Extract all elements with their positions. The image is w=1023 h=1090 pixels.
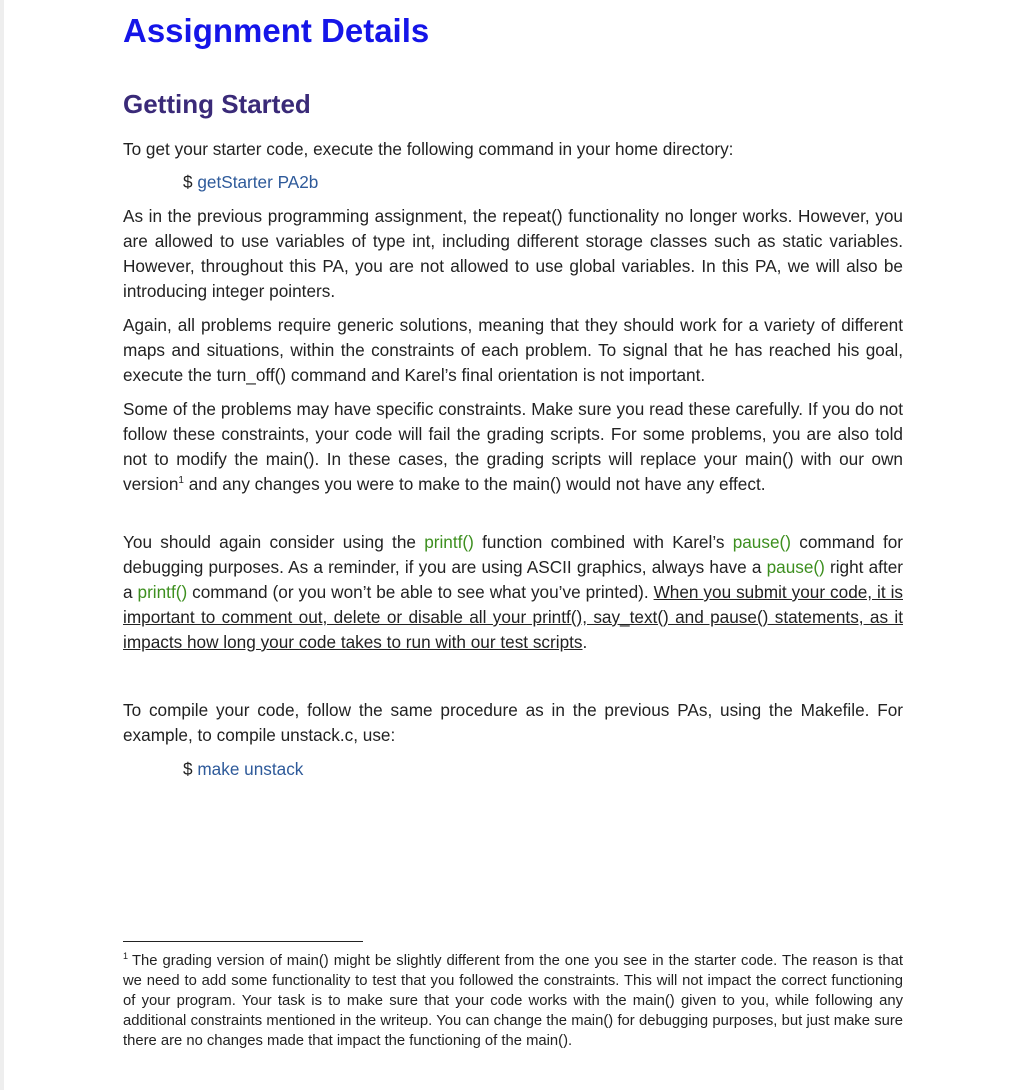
footnote-reference: 1 [178,475,184,486]
command-prompt: $ [183,172,193,192]
paragraph-constraints: Some of the problems may have specific constraints. Make sure you read these carefully. If you do not follow these constraints, your code will fail the grading scripts. For some problems, you are also told not to modify the main(). In these cases, the grading scripts will replace your main() with our own version$^1$ and any changes you were to make to the main() would not have any effect. [123,399,903,494]
code-pause: pause() [766,557,825,577]
footnote-separator [123,941,363,942]
page-title: Assignment Details [123,12,430,49]
footnote [123,951,903,1051]
starter-command-text: getStarter PA2b [197,172,319,192]
paragraph-generic-solutions: Again, all problems require generic solutions, meaning that they should work for a variety of different maps and situations, within the constraints of each problem. To signal that he has reached his goal, execute the turn_off() command and Karel’s final orientation is not important. [123,315,903,385]
code-printf: printf() [137,582,188,602]
paragraph-compile: To compile your code, follow the same procedure as in the previous PAs, using the Makefile. For example, to compile unstack.c, use: [123,700,903,745]
code-printf: printf() [424,532,474,552]
footnote-mark: 1 [123,951,129,961]
paragraph-debugging: You should again consider using the printf() function combined with Karel’s pause() command for debugging purposes. As a reminder, if you are using ASCII graphics, always have a pause() right after a printf() command (or you won’t be able to see what you’ve printed). When you submit your code, it is important to comment out, delete or disable all your printf(), say_text() and pause() statements, as it impacts how long your code takes to run with our test scripts. [123,532,904,652]
section-heading: Getting Started [123,89,311,119]
make-command [183,757,303,782]
command-prompt: $ [183,759,193,779]
make-command-text: make unstack [197,759,304,779]
code-pause: pause() [732,532,791,552]
footnote-text: The grading version of main() might be slightly different from the one you see in the starter code. The reason is that we need to add some functionality to test that you followed the constraints. This will not impact the correct functioning of your program. Your task is to make sure that your code works with the main() given to you, while following any additional constraints mentioned in the writeup. You can change the main() for debugging purposes, but just make sure there are no changes made that impact the functioning of the main(). [123,953,903,1049]
important-note: When you submit your code, it is important to comment out, delete or disable all your printf(), say_text() and pause() statements, as it impacts how long your code takes to run with our test scripts [123,582,903,652]
starter-command [183,170,318,195]
paragraph-repeat-info: As in the previous programming assignment, the repeat() functionality no longer works. However, you are allowed to use variables of type int, including different storage classes such as static variables. However, throughout this PA, you are not allowed to use global variables. In this PA, we will also be introducing integer pointers. [123,206,903,301]
intro-paragraph: To get your starter code, execute the following command in your home directory: [123,139,734,159]
page-left-border [0,0,4,1090]
